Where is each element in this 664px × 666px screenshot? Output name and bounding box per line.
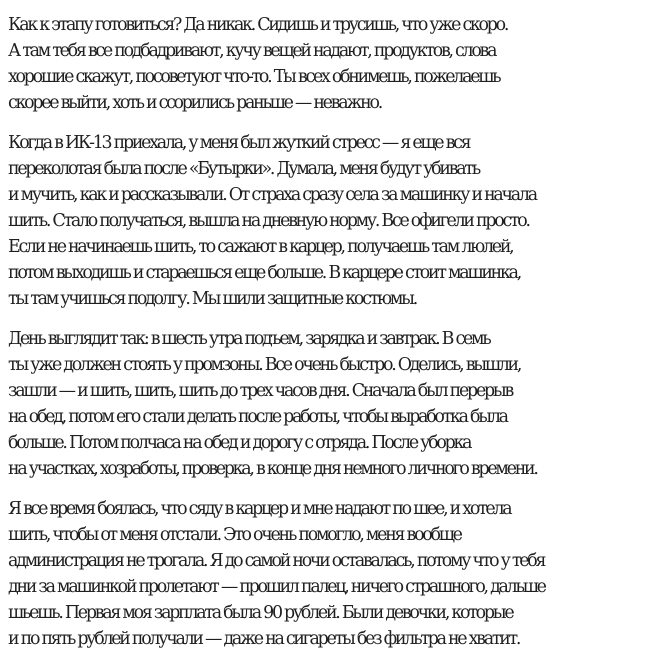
text-line: на обед, потом его стали делать после работы, чтобы выработка была bbox=[8, 407, 507, 427]
paragraph-3 bbox=[8, 326, 660, 482]
text-line: Как к этапу готовиться? Да никак. Сидишь и трусишь, что уже скоро. bbox=[8, 15, 508, 35]
text-line: больше. Потом полчаса на обед и дорогу с отряда. После уборка bbox=[8, 433, 471, 453]
text-line: День выглядит так: в шесть утра подъем, зарядка и завтрак. В семь bbox=[8, 329, 490, 349]
paragraph-1 bbox=[8, 12, 660, 116]
text-line: дни за машинкой пролетают — прошил палец, ничего страшного, дальше bbox=[8, 577, 545, 597]
text-line: А там тебя все подбадривают, кучу вещей надают, продуктов, слова bbox=[8, 41, 496, 61]
text-line: шьешь. Первая моя зарплата была 90 рублей. Были девочки, которые bbox=[8, 603, 513, 623]
text-line: переколотая была после «Бутырки». Думала, меня будут убивать bbox=[8, 159, 479, 179]
text-line: потом выходишь и стараешься еще больше. В карцере стоит машинка, bbox=[8, 263, 521, 283]
text-line: и мучить, как и рассказывали. От страха сразу села за машинку и начала bbox=[8, 185, 536, 205]
paragraph-2 bbox=[8, 130, 660, 312]
text-line: зашли — и шить, шить, шить до трех часов дня. Сначала был перерыв bbox=[8, 381, 512, 401]
text-line: ты там учишься подолгу. Мы шили защитные костюмы. bbox=[8, 289, 416, 309]
paragraph-4 bbox=[8, 496, 660, 652]
text-line: администрация не трогала. Я до самой ночи оставалась, потому что у тебя bbox=[8, 551, 545, 571]
text-line: хорошие скажут, посоветуют что-то. Ты всех обнимешь, пожелаешь bbox=[8, 67, 500, 87]
text-line: ты уже должен стоять у промзоны. Все очень быстро. Оделись, вышли, bbox=[8, 355, 521, 375]
text-line: шить. Стало получаться, вышла на дневную норму. Все офигели просто. bbox=[8, 211, 529, 231]
article-text bbox=[8, 12, 660, 666]
text-line: и по пять рублей получали — даже на сигареты без фильтра не хватит. bbox=[8, 629, 520, 649]
text-line: Если не начинаешь шить, то сажают в карцер, получаешь там люлей, bbox=[8, 237, 513, 257]
text-line: на участках, хозработы, проверка, в конце дня немного личного времени. bbox=[8, 459, 537, 479]
text-line: скорее выйти, хоть и ссорились раньше — неважно. bbox=[8, 93, 381, 113]
text-line: Когда в ИК-13 приехала, у меня был жуткий стресс — я еще вся bbox=[8, 133, 470, 153]
text-line: Я все время боялась, что сяду в карцер и мне надают по шее, и хотела bbox=[8, 499, 511, 519]
text-line: шить, чтобы от меня отстали. Это очень помогло, меня вообще bbox=[8, 525, 461, 545]
